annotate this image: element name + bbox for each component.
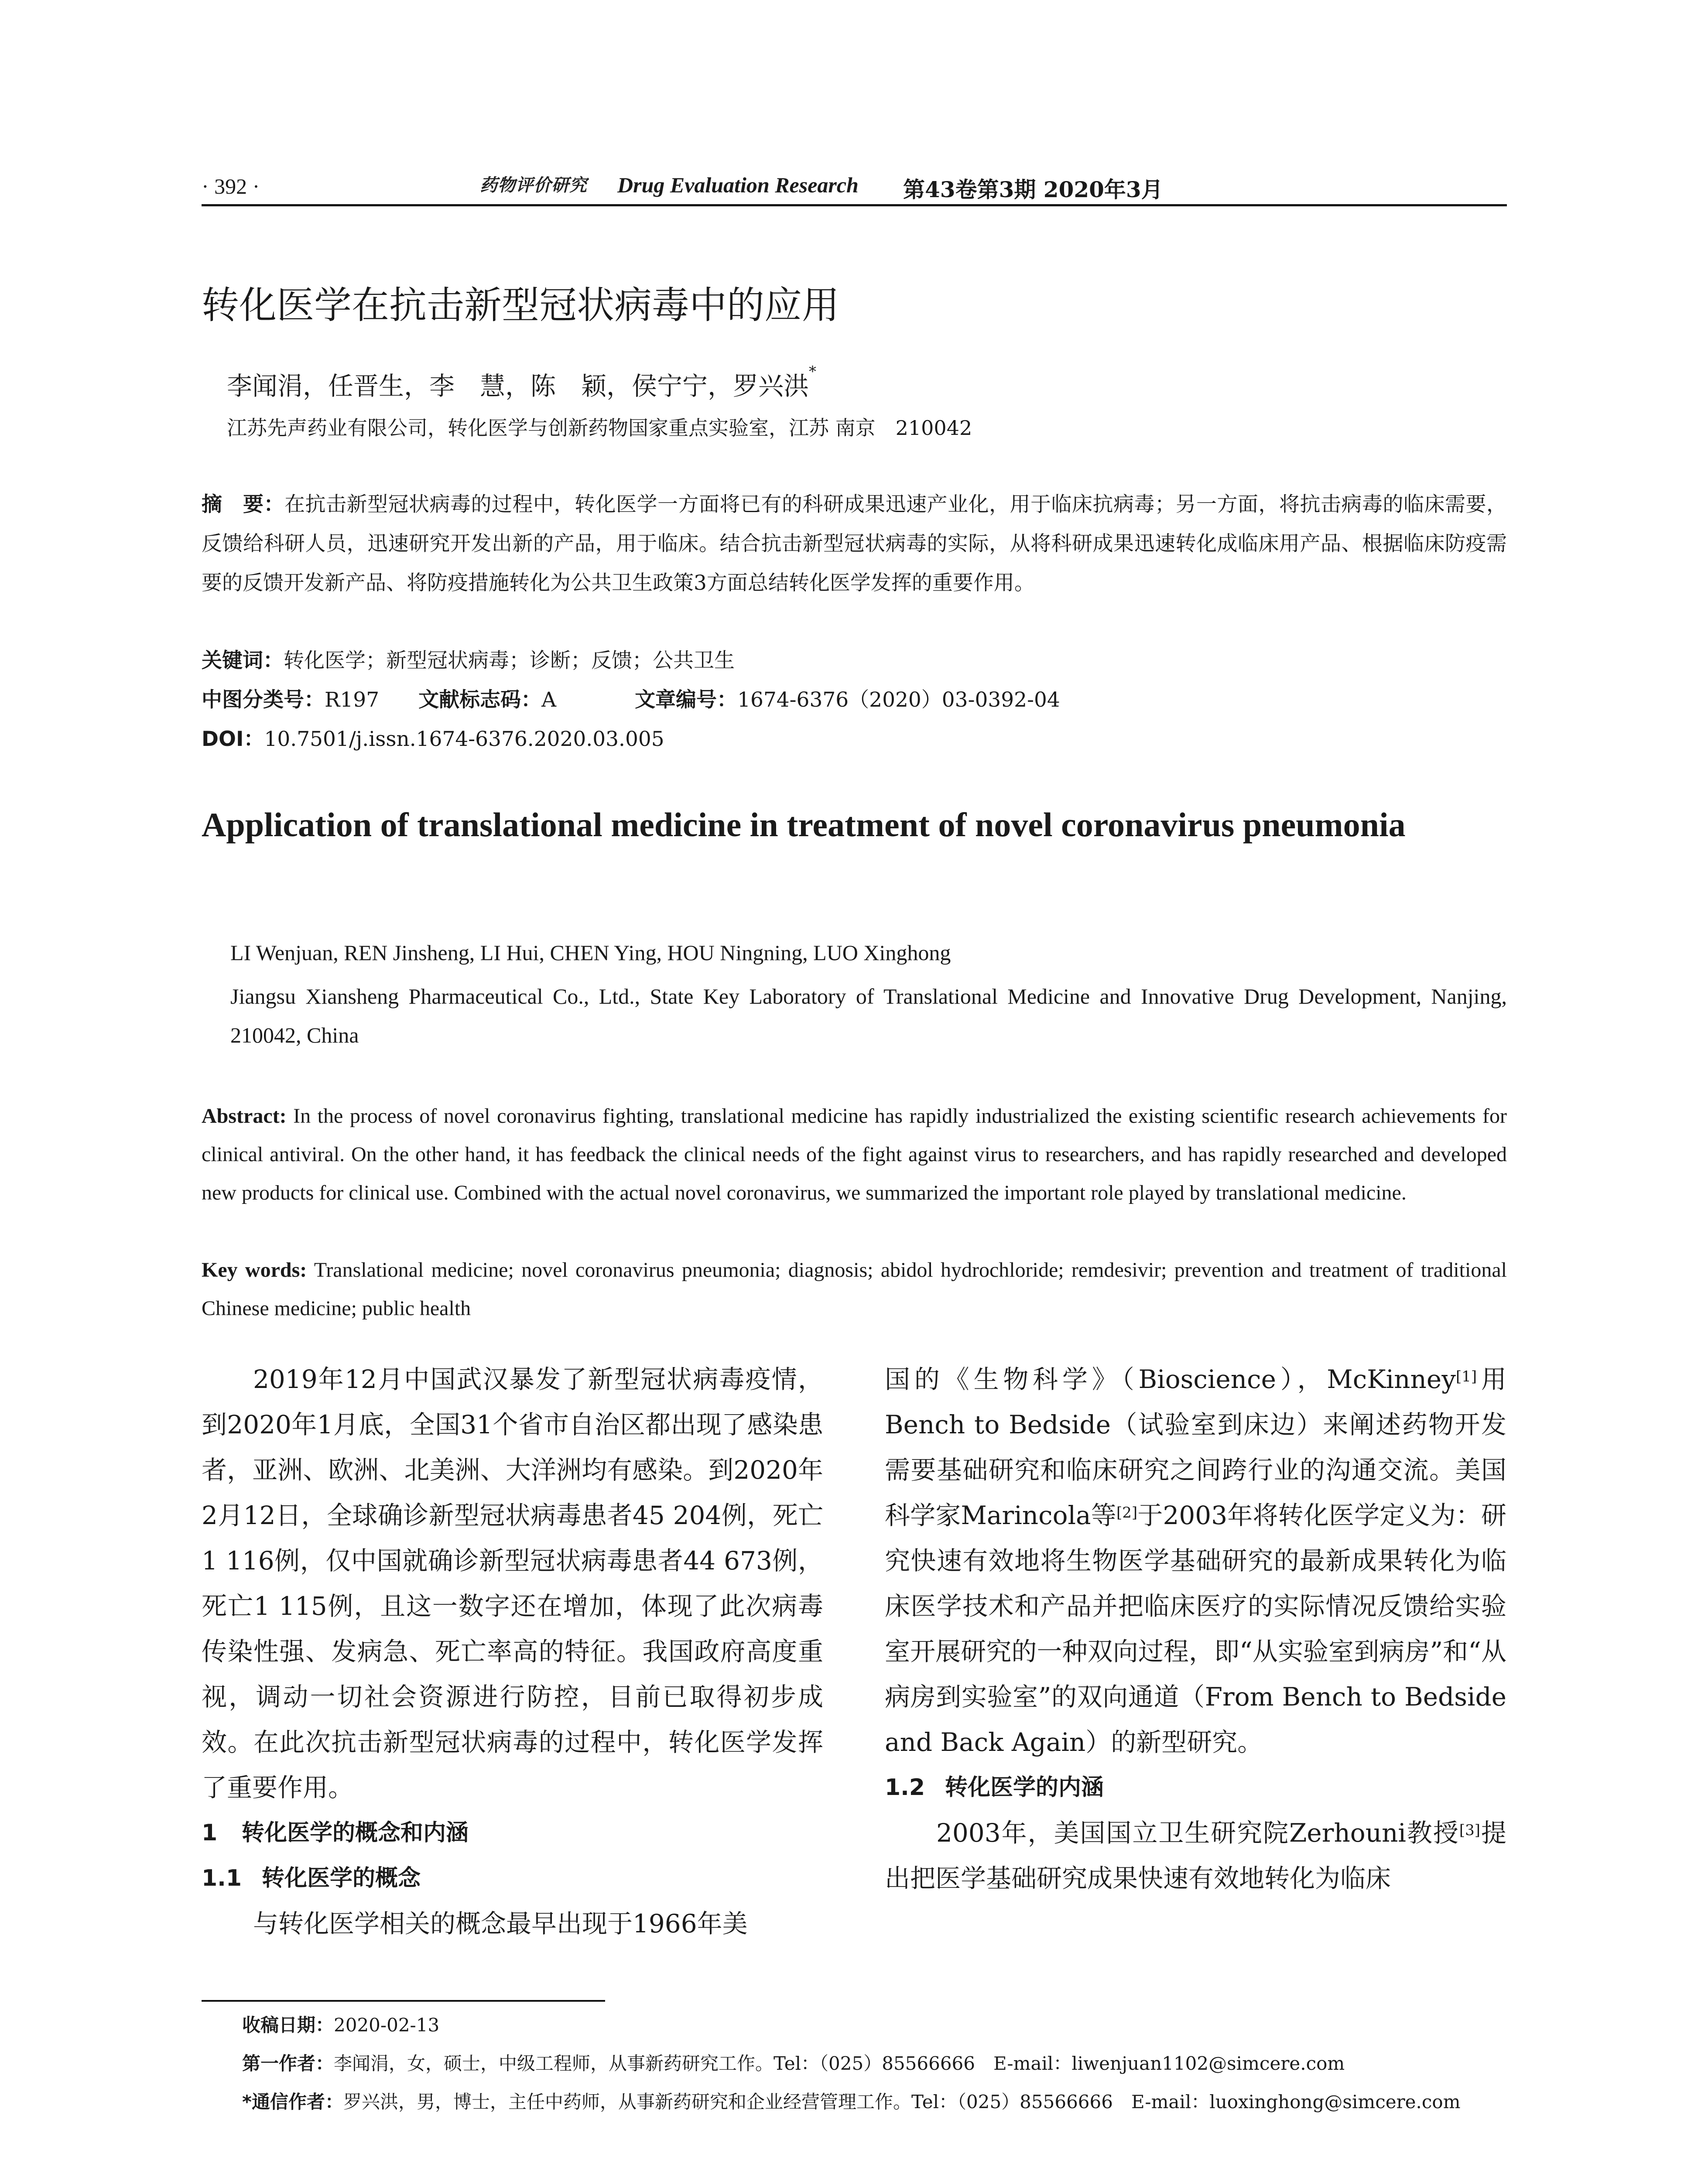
page-number: · 392 · [202,174,260,198]
en-authors: LI Wenjuan, REN Jinsheng, LI Hui, CHEN Ying, HOU Ningning, LUO Xinghong [230,940,951,965]
cn-affiliation: 江苏先声药业有限公司，转化医学与创新药物国家重点实验室，江苏 南京 210042 [227,416,972,440]
section-1-2-text-b: 提出把医学基础研究成果快速有效地转化为临床 [885,1818,1506,1893]
cn-class-value: R197 [325,688,380,712]
footnote-rule [202,2000,605,2002]
en-abstract [202,1097,1507,1212]
en-affiliation: Jiangsu Xiansheng Pharmaceutical Co., Ltd., State Key Laboratory of Translational Medicine and Innovative Drug Development, Nanjing, 210042, China [230,984,1507,1047]
footnote-corresponding-author [242,2088,1461,2114]
section-1-2-title: 转化医学的内涵 [945,1774,1104,1801]
en-keywords-text: Translational medicine; novel coronavirus pneumonia; diagnosis; abidol hydrochloride; remdesivir; prevention and treatment of traditional Chinese medicine; public health [202,1258,1507,1320]
cn-abstract-label: 摘 要： [202,492,284,516]
cn-class-label: 中图分类号： [202,688,325,712]
section-1-1-title: 转化医学的概念 [262,1865,421,1891]
corresponding-value: 罗兴洪，男，博士，主任中药师，从事新药研究和企业经营管理工作。Tel：（025）85566666 E-mail：luoxinghong@simcere.com [343,2091,1461,2113]
journal-logo [480,174,589,195]
first-author-label: 第一作者： [242,2053,334,2074]
section-1-2-number: 1.2 [885,1774,925,1801]
cn-doi-label: DOI： [202,727,264,751]
en-abstract-text: In the process of novel coronavirus fighting, translational medicine has rapidly industrialized the existing scientific research achievements for clinical antiviral. On the other hand, it has feedback the clinical needs of the fight against virus to researchers, and has rapidly researched and developed new products for clinical use. Combined with the actual novel coronavirus, we summarized the important role played by translational medicine. [202,1104,1507,1204]
cn-abstract [202,485,1507,603]
body-left-column [202,1357,823,1946]
received-label: 收稿日期： [242,2014,334,2036]
intro-paragraph: 2019年12月中国武汉暴发了新型冠状病毒疫情，到2020年1月底，全国31个省市自治区都出现了感染患者，亚洲、欧洲、北美洲、大洋洲均有感染。到2020年2月12日，全球确诊新型冠状病毒患者45 204例，死亡1 116例，仅中国就确诊新型冠状病毒患者44 673例，死亡1 115例，且这一数字还在增加，体现了此次病毒传染性强、发病急、死亡率高的特征。我国政府高度重视，调动一切社会资源进行防控，目前已取得初步成效。在此次抗击新型冠状病毒的过程中，转化医学发挥了重要作用。 [202,1364,823,1802]
corresponding-mark: * [809,363,817,380]
cn-article-value: 1674-6376（2020）03-0392-04 [737,688,1060,712]
footnote-first-author [242,2049,1345,2075]
body-right-column [885,1357,1506,1901]
cn-keywords-text: 转化医学；新型冠状病毒；诊断；反馈；公共卫生 [284,649,735,673]
cn-authors-text: 李闻涓，任晋生，李 慧，陈 颖，侯宁宁，罗兴洪 [227,371,809,401]
section-1-heading [202,1810,823,1856]
cn-classification [202,680,1507,720]
cn-doc-value: A [541,688,557,712]
definition-text-a: 国的《生物科学》（Bioscience），McKinney [885,1364,1456,1394]
cn-doc-label: 文献标志码： [418,688,542,712]
header-rule [202,204,1507,206]
definition-text-c: 于2003年将转化医学定义为：研究快速有效地将生物医学基础研究的最新成果转化为临床医学技术和产品并把临床医疗的实际情况反馈给实验室开展研究的一种双向过程，即“从实验室到病房”和“从病房到实验室”的双向通道（From Bench to Bedside and Back Again）的新型研究。 [885,1501,1506,1757]
en-abstract-label: Abstract: [202,1104,287,1128]
cn-abstract-text: 在抗击新型冠状病毒的过程中，转化医学一方面将已有的科研成果迅速产业化，用于临床抗病毒；另一方面，将抗击病毒的临床需要，反馈给科研人员，迅速研究开发出新的产品，用于临床。结合抗击新型冠状病毒的实际，从将科研成果迅速转化成临床用产品、根据临床防疫需要的反馈开发新产品、将防疫措施转化为公共卫生政策3方面总结转化医学发挥的重要作用。 [202,492,1507,595]
definition-paragraph [885,1357,1506,1765]
en-keywords [202,1251,1507,1328]
cn-keywords-label: 关键词： [202,649,284,673]
section-1-2-text-a: 2003年，美国国立卫生研究院Zerhouni教授 [936,1818,1459,1848]
section-1-1-number: 1.1 [202,1865,242,1891]
journal-name: Drug Evaluation Research [617,173,859,197]
cn-title: 转化医学在抗击新型冠状病毒中的应用 [202,284,839,327]
cn-doi [202,720,1507,759]
section-1-1-heading [202,1856,823,1901]
section-1-2-paragraph [885,1810,1506,1901]
footnote-received [242,2011,439,2037]
corresponding-label: *通信作者： [242,2091,343,2113]
section-1-1-paragraph: 与转化医学相关的概念最早出现于1966年美 [253,1909,748,1938]
en-keywords-label: Key words: [202,1258,307,1282]
cn-keywords [202,641,1507,680]
cn-article-label: 文章编号： [635,688,738,712]
citation-2: [2] [1116,1504,1138,1521]
journal-issue: 第43卷第3期 2020年3月 [903,177,1163,202]
first-author-value: 李闻涓，女，硕士，中级工程师，从事新药研究工作。Tel：（025）85566666 E-mail：liwenjuan1102@simcere.com [334,2053,1345,2074]
citation-3: [3] [1459,1822,1481,1839]
received-value: 2020-02-13 [334,2014,440,2036]
cn-doi-value: 10.7501/j.issn.1674-6376.2020.03.005 [264,727,664,751]
definition-text-b: 用Bench to Bedside（试验室到床边）来阐述药物开发需要基础研究和临床研究之间跨行业的沟通交流。美国科学家Marincola等 [885,1364,1506,1530]
svg-text:药物评价研究: 药物评价研究 [480,175,587,195]
section-1-title: 转化医学的概念和内涵 [242,1820,469,1846]
cn-authors [227,363,817,402]
en-title: Application of translational medicine in treatment of novel coronavirus pneumonia [202,806,1406,844]
citation-1: [1] [1455,1368,1477,1385]
section-1-2-heading [885,1765,1506,1810]
section-1-number: 1 [202,1820,218,1846]
